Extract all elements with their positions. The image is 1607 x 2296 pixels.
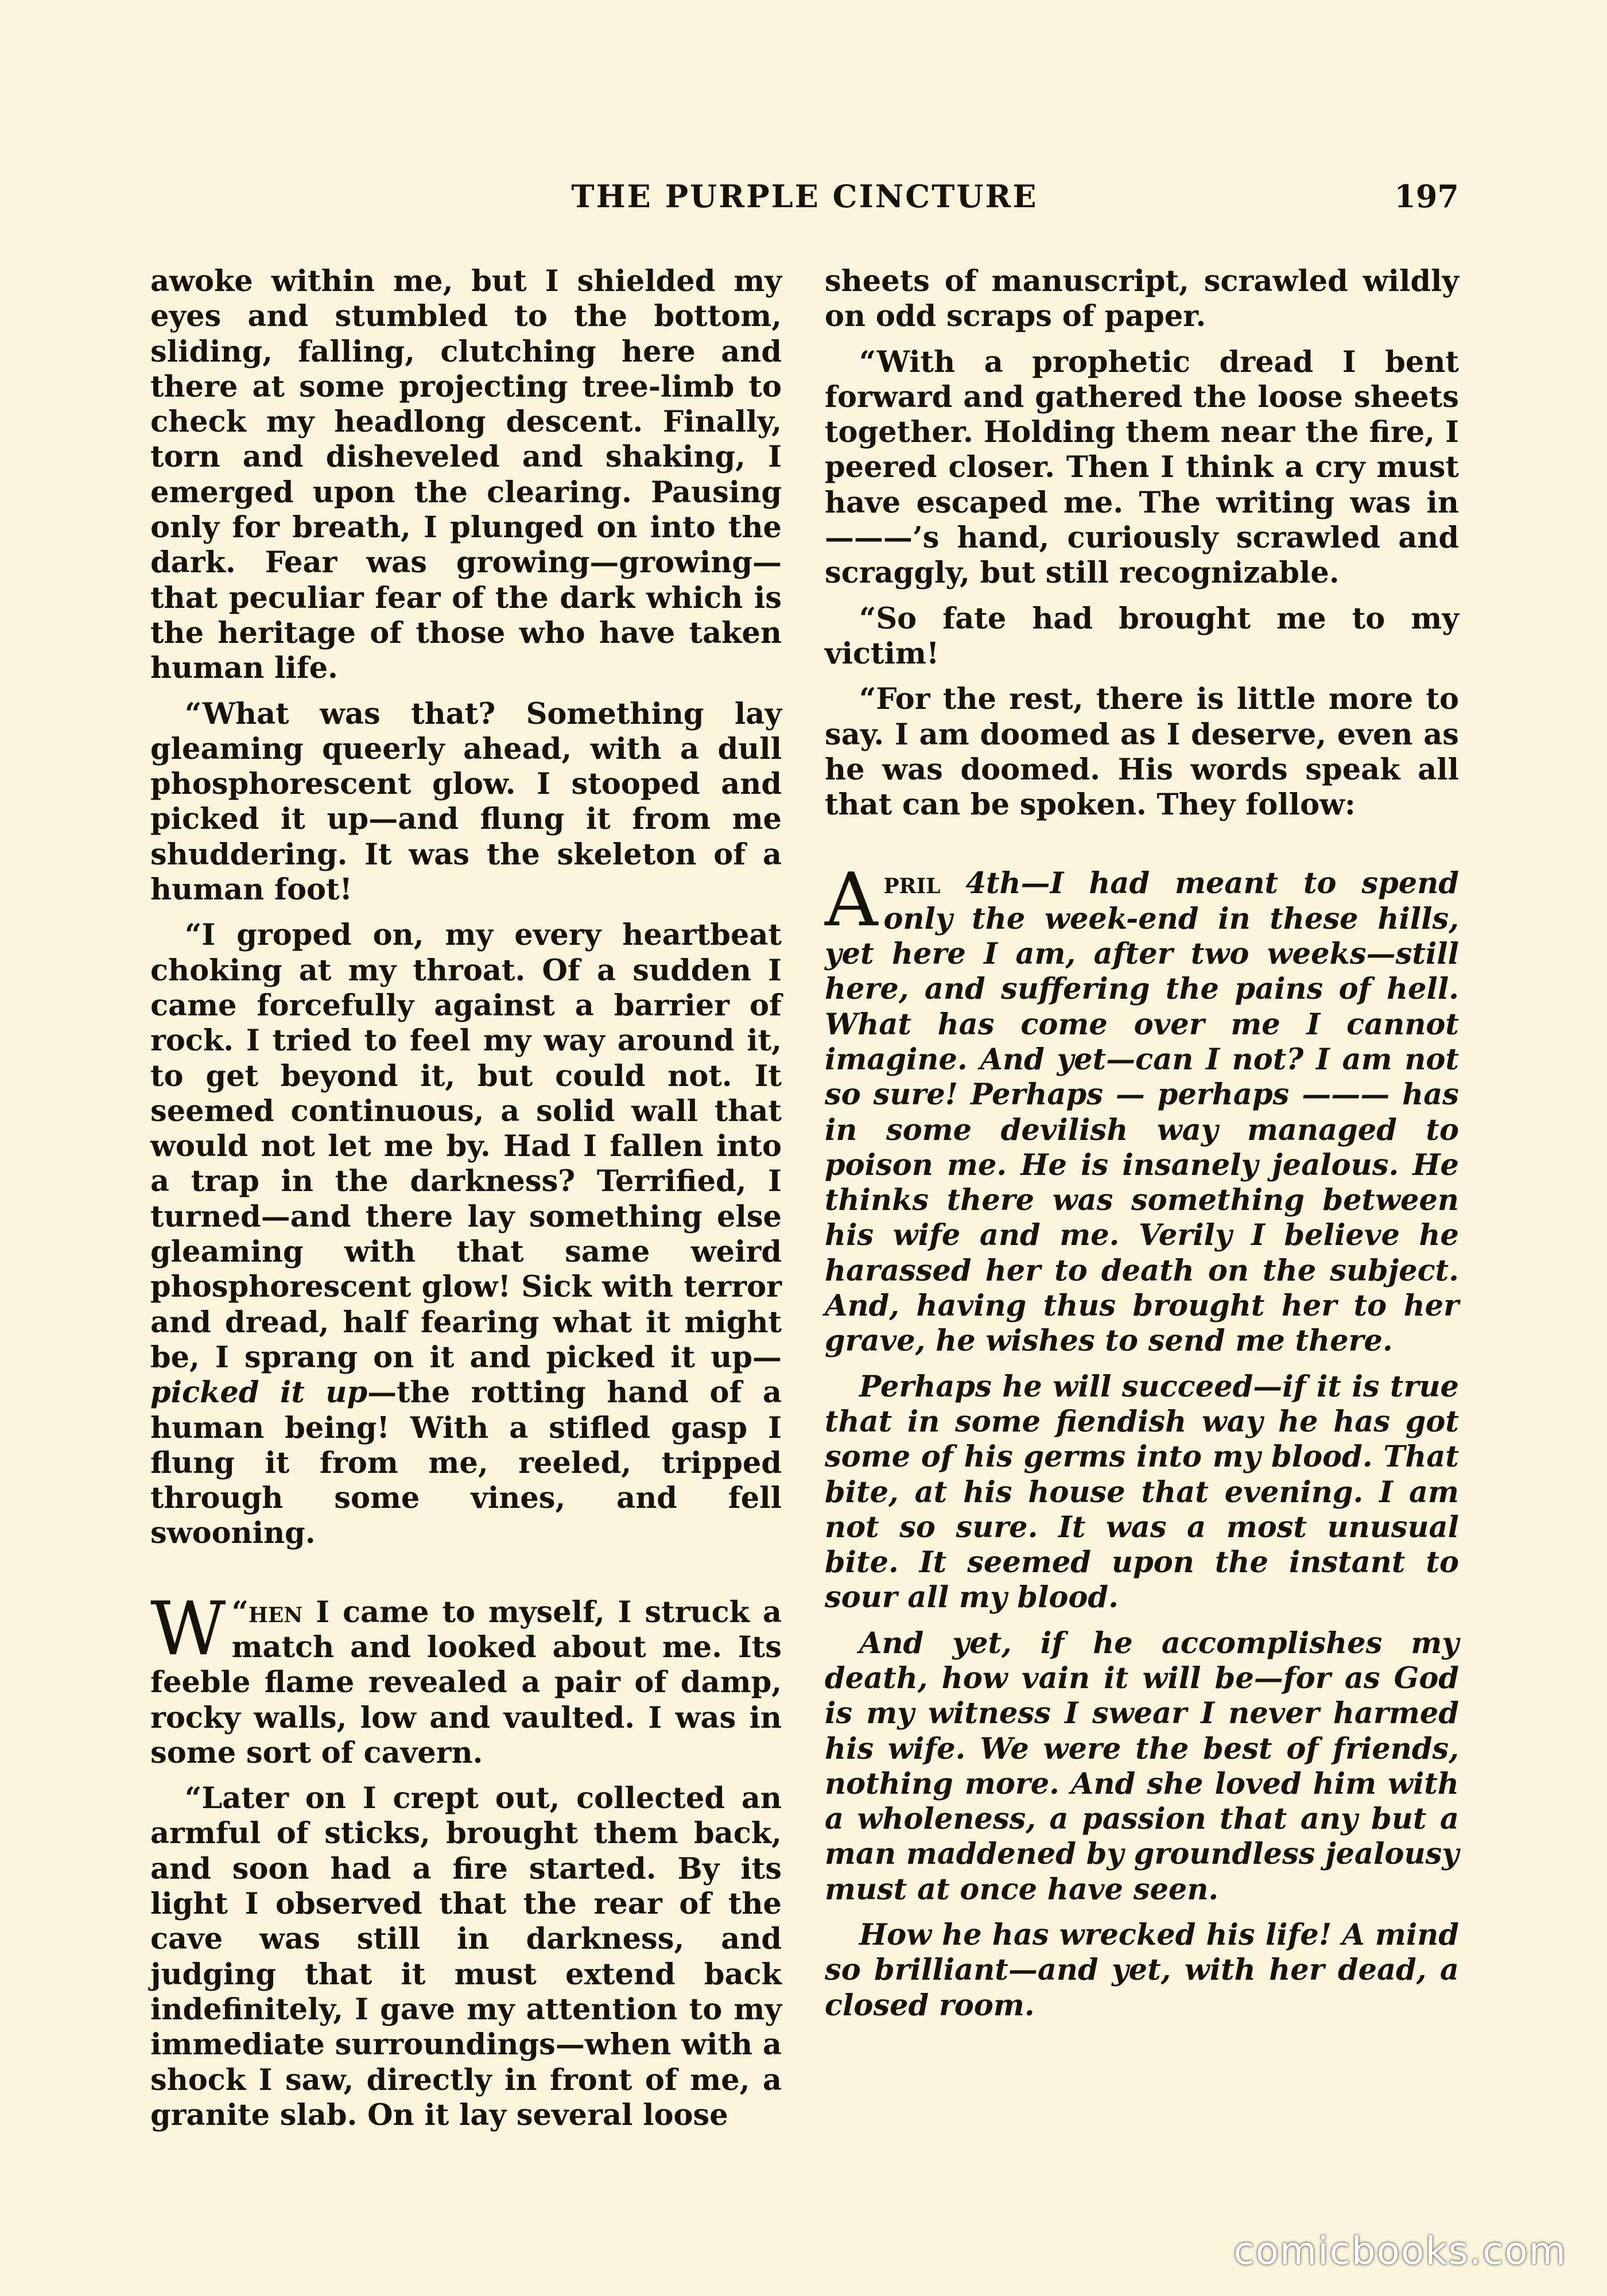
paragraph: “Later on I crept out, collected an armful of sticks, brought them back, and soon had a fire started. By its light I observed that the rear of the cave was still in darkness, and judging that it must extend back indefinitely, I gave my attention to my immediate surroundings—when with a shock I saw, directly in front of me, a granite slab. On it lay several loose bbox=[150, 1781, 782, 2132]
opening-quote: “ bbox=[231, 1595, 249, 1630]
page-number: 197 bbox=[1394, 178, 1459, 215]
diary-paragraph: And yet, if he accomplishes my death, how vain it will be—for as God is my witness I swear I never harmed his wife. We were the best of friends, nothing more. And she loved him with a wholeness, a passion that any but a man maddened by groundless jealousy must at once have seen. bbox=[825, 1626, 1459, 1907]
diary-opening-paragraph bbox=[825, 858, 1459, 1359]
section-break bbox=[150, 1562, 782, 1595]
paragraph: sheets of manuscript, scrawled wildly on odd scraps of paper. bbox=[825, 264, 1459, 334]
small-caps-text: pril bbox=[883, 866, 941, 901]
paragraph: “What was that? Something lay gleaming queerly ahead, with a dull phosphorescent glow. I stooped and picked it up—and flung it from me shuddering. It was the skeleton of a human foot! bbox=[150, 696, 782, 907]
paragraph-text: 4th—I had meant to spend only the week-end in these hills, yet here I am, after two weeks—still here, and suffering the pains of hell. What has come over me I cannot imagine. And yet—can I not? I am not so sure! Perhaps — perhaps ——— has in some devilish way managed to poison me. He is insanely jealous. He thinks there was something between his wife and me. Verily I believe he harassed her to death on the subject. And, having thus brought her to her grave, he wishes to send me there. bbox=[825, 866, 1459, 1359]
watermark: comicbooks.com bbox=[1233, 2229, 1567, 2273]
diary-paragraph: How he has wrecked his life! A mind so brilliant—and yet, with her dead, a closed room. bbox=[825, 1918, 1459, 2023]
section-opening-paragraph bbox=[150, 1586, 782, 1771]
drop-cap: A bbox=[825, 858, 878, 944]
paragraph-text: —the rotting hand of a human being! With a stifled gasp I flung it from me, reeled, tripped through some vines, and fell swooning. bbox=[150, 1375, 782, 1551]
running-title: THE PURPLE CINCTURE bbox=[571, 178, 1038, 215]
paragraph: “So fate had brought me to my victim! bbox=[825, 601, 1459, 671]
paragraph bbox=[150, 918, 782, 1551]
diary-paragraph: Perhaps he will succeed—if it is true that in some fiendish way he has got some of his germs into my blood. That bite, at his house that evening. I am not so sure. It was a most unusual bite. It seemed upon the instant to sour all my blood. bbox=[825, 1369, 1459, 1615]
small-caps-text: hen bbox=[248, 1595, 303, 1630]
drop-cap: W bbox=[150, 1586, 226, 1672]
paragraph: awoke within me, but I shielded my eyes and stumbled to the bottom, sliding, falling, clutching here and there at some projecting tree-limb to check my headlong descent. Finally, torn and disheveled and shaking, I emerged upon the clearing. Pausing only for breath, I plunged on into the dark. Fear was growing—growing—that peculiar fear of the dark which is the heritage of those who have taken human life. bbox=[150, 264, 782, 686]
left-column bbox=[150, 264, 782, 2143]
running-header bbox=[150, 178, 1459, 224]
paragraph: “With a prophetic dread I bent forward and gathered the loose sheets together. Holding them near the fire, I peered closer. Then I think a cry must have escaped me. The writing was in ———’s hand, curiously scrawled and scraggly, but still recognizable. bbox=[825, 344, 1459, 591]
emphasis-text: picked it up bbox=[150, 1375, 368, 1410]
right-column bbox=[825, 264, 1459, 2034]
paragraph-text: “I groped on, my every heartbeat choking at my throat. Of a sudden I came forcefully against a barrier of rock. I tried to feel my way around it, to get beyond it, but could not. It seemed continuous, a solid wall that would not let me by. Had I fallen into a trap in the darkness? Terrified, I turned—and there lay something else gleaming with that same weird phosphorescent glow! Sick with terror and dread, half fearing what it might be, I sprang on it and picked it up— bbox=[150, 918, 782, 1375]
paragraph-text: I came to myself, I struck a match and looked about me. Its feeble flame revealed a pair of damp, rocky walls, low and vaulted. I was in some sort of cavern. bbox=[150, 1595, 782, 1770]
section-break bbox=[825, 833, 1459, 866]
paragraph: “For the rest, there is little more to say. I am doomed as I deserve, even as he was doomed. His words speak all that can be spoken. They follow: bbox=[825, 682, 1459, 823]
